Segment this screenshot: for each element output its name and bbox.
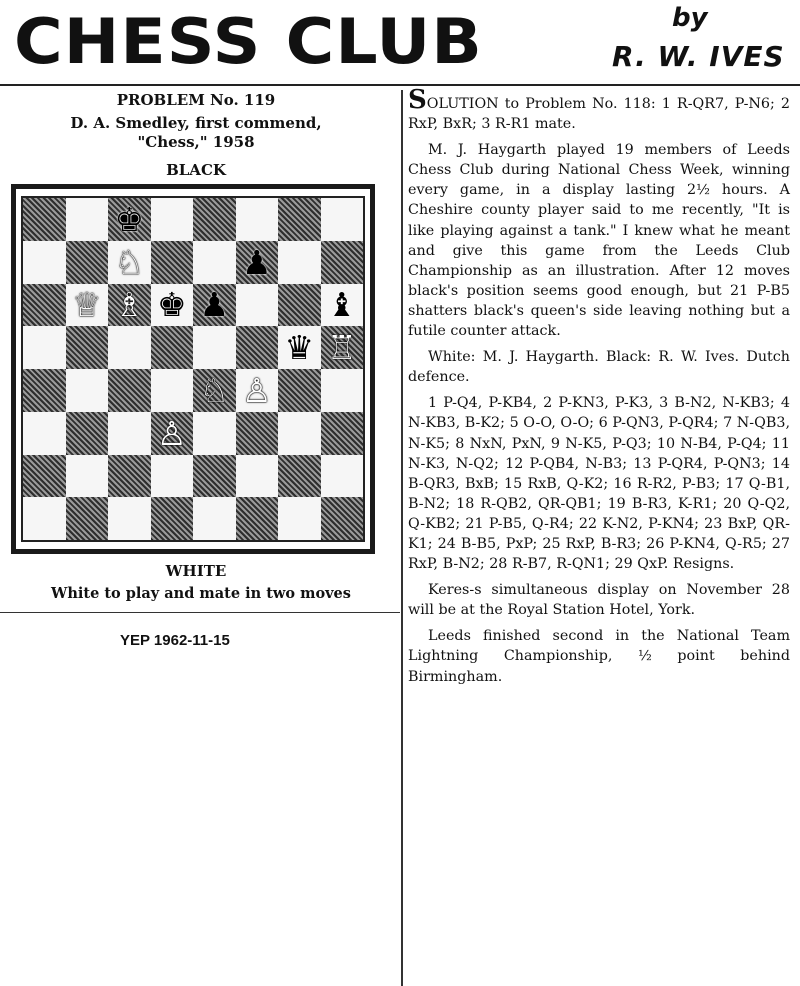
board-square: [108, 412, 151, 455]
board-square: [66, 326, 109, 369]
board-square: [23, 241, 66, 284]
board-square: [23, 455, 66, 498]
board-square: [193, 241, 236, 284]
board-square: [321, 455, 364, 498]
problem-source: "Chess," 1958: [137, 133, 255, 151]
board-square: [278, 198, 321, 241]
board-square: [151, 455, 194, 498]
board-square: [151, 326, 194, 369]
board-square: [66, 198, 109, 241]
white-knight-icon: ♘: [199, 370, 230, 410]
board-square: [321, 198, 364, 241]
board-square: [151, 497, 194, 540]
board-square: [108, 326, 151, 369]
board-square: [321, 326, 364, 369]
board-square: [278, 284, 321, 327]
board-square: [321, 241, 364, 284]
board-square: [278, 497, 321, 540]
problem-title: PROBLEM No. 119: [116, 91, 276, 109]
board-square: [66, 497, 109, 540]
column-rule: [401, 90, 403, 986]
solution-paragraph: [408, 85, 790, 134]
board-square: [23, 326, 66, 369]
board-square: [108, 369, 151, 412]
board-square: [321, 284, 364, 327]
board-square: [23, 412, 66, 455]
board-label-black: BLACK: [166, 161, 226, 179]
problem-bottom-rule: [0, 612, 400, 613]
board-square: [108, 455, 151, 498]
board-square: [23, 198, 66, 241]
white-rook-icon: ♖: [326, 328, 357, 368]
article-paragraph: M. J. Haygarth played 19 members of Leeds Chess Club during National Chess Week, winning every game, in a display lasting 2½ hours. A Cheshire county player said to me recently, "It is like playing against a tank." I knew what he meant and give this game from the Leeds Club Championship as an illustration. After 12 moves black's position seems good enough, but 21 P-B5 shatters black's queen's side leaving nothing but a futile counter attack.: [408, 142, 790, 340]
board-square: [236, 412, 279, 455]
board-square: [236, 455, 279, 498]
black-pawn-icon: ♟: [241, 242, 272, 282]
board-square: [151, 241, 194, 284]
board-square: [236, 198, 279, 241]
board-square: [193, 412, 236, 455]
drop-cap: S: [408, 85, 427, 115]
article-paragraph: Leeds finished second in the National Team Lightning Championship, ½ point behind Birmingham.: [408, 628, 790, 685]
chess-board-grid: [21, 196, 365, 542]
board-square: [278, 369, 321, 412]
black-queen-icon: ♛: [284, 328, 315, 368]
board-square: [193, 369, 236, 412]
black-bishop-icon: ♝: [326, 285, 357, 325]
board-square: [193, 198, 236, 241]
board-square: [193, 284, 236, 327]
board-square: [321, 497, 364, 540]
board-square: [278, 412, 321, 455]
chess-board: [11, 184, 375, 554]
white-queen-icon: ♕: [71, 285, 102, 325]
problem-task: White to play and mate in two moves: [51, 585, 351, 602]
board-square: [278, 241, 321, 284]
white-knight-icon: ♘: [114, 242, 145, 282]
board-square: [66, 455, 109, 498]
white-pawn-icon: ♙: [241, 370, 272, 410]
board-square: [108, 241, 151, 284]
black-king-icon: ♚: [114, 199, 145, 239]
masthead-title: CHESS CLUB: [14, 5, 483, 78]
article-column: [408, 85, 790, 693]
black-pawn-icon: ♟: [199, 285, 230, 325]
board-square: [321, 412, 364, 455]
board-square: [278, 326, 321, 369]
board-square: [236, 497, 279, 540]
white-pawn-icon: ♙: [156, 413, 187, 453]
masthead-by: by: [672, 3, 708, 33]
board-square: [23, 369, 66, 412]
board-square: [151, 284, 194, 327]
board-square: [278, 455, 321, 498]
date-label: YEP 1962-11-15: [120, 632, 230, 649]
board-square: [236, 284, 279, 327]
board-square: [151, 412, 194, 455]
board-square: [193, 455, 236, 498]
article-paragraph: Keres-s simultaneous display on November 28 will be at the Royal Station Hotel, York.: [408, 582, 790, 619]
board-square: [321, 369, 364, 412]
masthead-rule: [0, 84, 800, 86]
game-header: White: M. J. Haygarth. Black: R. W. Ives. Dutch defence.: [408, 349, 790, 386]
board-square: [66, 369, 109, 412]
game-moves: 1 P-Q4, P-KB4, 2 P-KN3, P-K3, 3 B-N2, N-KB3; 4 N-KB3, B-K2; 5 O-O, O-O; 6 P-QN3, P-QR4; 7 N-QB3, N-K5; 8 NxN, PxN, 9 N-K5, P-Q3; 10 N-B4, P-Q4; 11 N-K3, N-Q2; 12 P-QB4, N-B3; 13 P-QR4, P-QN3; 14 B-QR3, BxB; 15 RxB, Q-K2; 16 R-R2, P-B3; 17 Q-B1, B-N2; 18 R-QB2, QR-QB1; 19 B-R3, K-R1; 20 Q-Q2, Q-KB2; 21 P-B5, Q-R4; 22 K-N2, P-KN4; 23 BxP, QR-K1; 24 B-B5, PxP; 25 RxP, B-R3; 26 P-KN4, Q-R5; 27 RxP, B-N2; 28 R-B7, R-QN1; 29 QxP. Resigns.: [408, 395, 790, 573]
board-square: [236, 369, 279, 412]
board-square: [66, 241, 109, 284]
board-square: [236, 241, 279, 284]
problem-author: D. A. Smedley, first commend,: [70, 114, 322, 132]
board-square: [23, 284, 66, 327]
board-square: [66, 412, 109, 455]
board-square: [151, 369, 194, 412]
board-square: [236, 326, 279, 369]
black-king-icon: ♚: [156, 285, 187, 325]
board-square: [193, 497, 236, 540]
masthead-author: R. W. IVES: [612, 40, 785, 73]
board-square: [66, 284, 109, 327]
board-label-white: WHITE: [165, 562, 227, 580]
board-square: [151, 198, 194, 241]
board-square: [193, 326, 236, 369]
white-bishop-icon: ♗: [114, 285, 145, 325]
solution-text: OLUTION to Problem No. 118: 1 R-QR7, P-N6; 2 RxP, BxR; 3 R-R1 mate.: [408, 96, 790, 133]
board-square: [108, 497, 151, 540]
board-square: [108, 284, 151, 327]
board-square: [23, 497, 66, 540]
board-square: [108, 198, 151, 241]
